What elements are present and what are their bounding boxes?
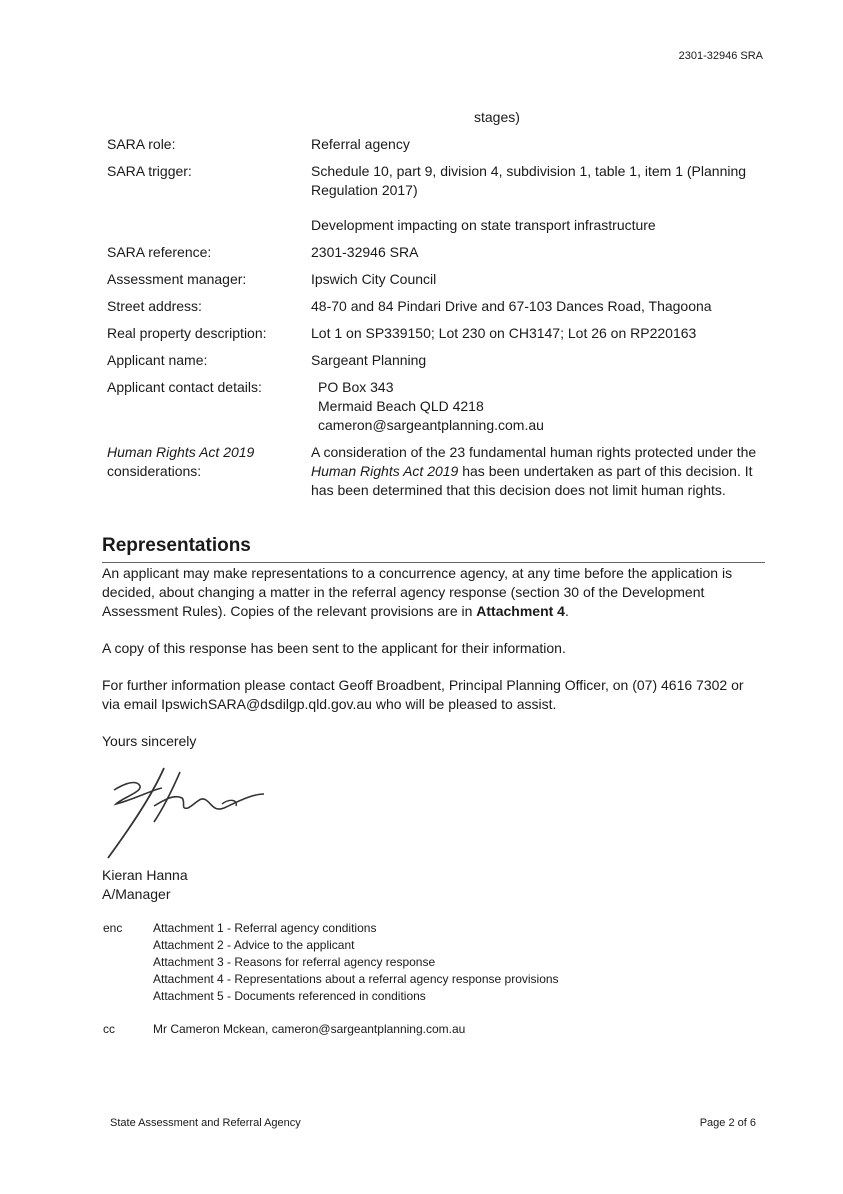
row-label: Assessment manager: — [107, 271, 247, 287]
footer-page-number: Page 2 of 6 — [699, 1117, 756, 1129]
label-rest: considerations: — [107, 463, 202, 479]
enclosures — [103, 920, 559, 1005]
cc-value: Mr Cameron Mckean, cameron@sargeantplanning.com.au — [153, 1022, 466, 1036]
table-row-real-property — [107, 324, 767, 343]
trigger-text: Schedule 10, part 9, division 4, subdivision 1, table 1, item 1 (Planning Regulation 2017) — [311, 163, 747, 198]
row-value — [311, 443, 767, 500]
section-title: Representations — [102, 535, 251, 556]
table-row-sara-role — [107, 135, 767, 154]
paragraph-1 — [102, 564, 762, 621]
row-value: 2301-32946 SRA — [311, 244, 419, 260]
row-value — [311, 378, 767, 435]
hr-text-a: A consideration of the 23 fundamental human rights protected under the — [311, 444, 757, 460]
row-label — [107, 443, 311, 500]
row-label: Applicant contact details: — [107, 379, 262, 395]
contact-line: Mermaid Beach QLD 4218 — [318, 398, 484, 414]
paragraph-3: For further information please contact Geoff Broadbent, Principal Planning Officer, on (07) 4616 7302 or via email IpswichSARA@dsdilgp.qld.gov.au who will be pleased to assist. — [102, 677, 744, 712]
closing: Yours sincerely — [102, 733, 197, 749]
row-label: Street address: — [107, 298, 202, 314]
continuation-text: stages) — [474, 109, 520, 125]
contact-line: cameron@sargeantplanning.com.au — [318, 417, 544, 433]
row-value: Referral agency — [311, 136, 410, 152]
row-value: 48-70 and 84 Pindari Drive and 67-103 Dances Road, Thagoona — [311, 298, 712, 314]
contact-line: PO Box 343 — [318, 379, 394, 395]
header-reference: 2301-32946 SRA — [678, 50, 763, 62]
act-name: Human Rights Act 2019 — [107, 444, 255, 460]
table-row-sara-reference — [107, 243, 767, 262]
table-row-applicant-contact — [107, 378, 767, 435]
signer-block — [102, 866, 188, 904]
list-item: Attachment 5 - Documents referenced in conditions — [153, 989, 426, 1003]
p1-end: . — [564, 603, 569, 619]
signature-image — [102, 760, 272, 865]
row-label: Applicant name: — [107, 352, 208, 368]
list-item: Attachment 1 - Referral agency conditions — [153, 921, 377, 935]
representations-body — [102, 564, 762, 769]
row-label: Real property description: — [107, 325, 267, 341]
table-row-sara-trigger — [107, 162, 767, 235]
row-label: SARA role: — [107, 136, 176, 152]
row-value — [311, 162, 767, 235]
row-label: SARA reference: — [107, 244, 212, 260]
enc-list — [153, 920, 559, 1005]
footer-agency: State Assessment and Referral Agency — [110, 1117, 301, 1129]
details-table — [107, 108, 767, 508]
table-row-human-rights — [107, 443, 767, 500]
signer-title: A/Manager — [102, 886, 171, 902]
hr-text-italic: Human Rights Act 2019 — [311, 463, 459, 479]
table-row-street-address — [107, 297, 767, 316]
p1-bold: Attachment 4 — [476, 603, 565, 619]
table-row-assessment-manager — [107, 270, 767, 289]
table-row-applicant-name — [107, 351, 767, 370]
row-value: Ipswich City Council — [311, 271, 437, 287]
list-item: Attachment 4 - Representations about a referral agency response provisions — [153, 972, 559, 986]
p1-text: An applicant may make representations to a concurrence agency, at any time before the application is decided, about changing a matter in the referral agency response (section 30 of the Development Assessment Rules). Copies of the relevant provisions are in — [102, 565, 733, 619]
trigger-text-2: Development impacting on state transport infrastructure — [311, 217, 656, 233]
hr-text-b: has been undertaken as part of this decision. It has been determined that this decision does not limit human rights. — [311, 463, 753, 498]
row-value: Sargeant Planning — [311, 352, 427, 368]
list-item: Attachment 3 - Reasons for referral agency response — [153, 955, 436, 969]
row-value: Lot 1 on SP339150; Lot 230 on CH3147; Lot 26 on RP220163 — [311, 325, 697, 341]
continuation-row — [107, 108, 767, 127]
enc-label: enc — [103, 921, 123, 935]
section-divider — [102, 562, 765, 563]
row-label: SARA trigger: — [107, 163, 192, 179]
cc-line — [103, 1021, 465, 1038]
paragraph-2: A copy of this response has been sent to the applicant for their information. — [102, 640, 566, 656]
signer-name: Kieran Hanna — [102, 867, 188, 883]
cc-label: cc — [103, 1022, 115, 1036]
list-item: Attachment 2 - Advice to the applicant — [153, 938, 355, 952]
